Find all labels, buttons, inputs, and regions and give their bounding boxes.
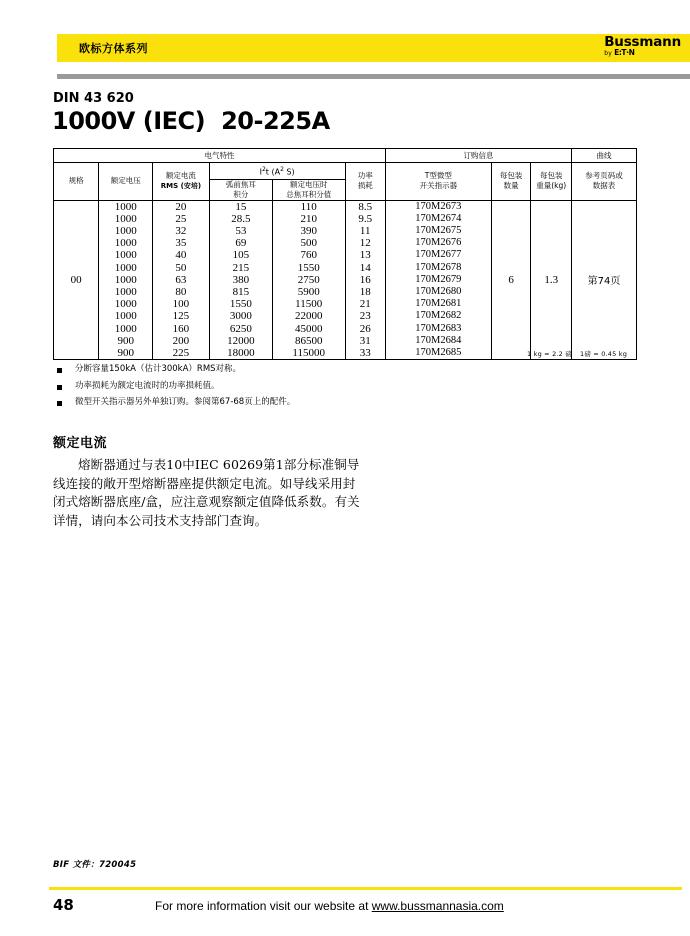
note-text: 微型开关指示器另外单独订购。参阅第67-68页上的配件。 — [75, 397, 296, 407]
table-cell-current: 225 — [172, 347, 190, 360]
col-header-size: 规格 — [54, 163, 99, 201]
note-text: 功率损耗为额定电流时的功率损耗值。 — [75, 380, 220, 391]
table-cell-part: 170M2681 — [415, 298, 462, 310]
table-cell-part: 170M2682 — [415, 310, 462, 322]
table-cell-prearc: 3000 — [229, 310, 252, 323]
table-cell-part: 170M2673 — [415, 200, 462, 212]
table-cell-total: 110 — [300, 200, 317, 213]
list-item — [57, 397, 477, 408]
table-cell-power: 13 — [359, 249, 371, 262]
table-cell-voltage: 1000 — [114, 273, 137, 286]
col-header-power-loss-line2: 损耗 — [357, 181, 373, 191]
cell-reference: 第74页 — [572, 200, 637, 360]
cell-pack-weight: 1.3 — [531, 200, 572, 360]
table-cell-part: 170M2677 — [415, 249, 462, 261]
specification-table — [53, 148, 637, 360]
col-header-pack-qty — [491, 163, 531, 201]
col-header-pack-weight-line2: 重量(kg) — [536, 181, 567, 191]
col-header-rated-current-line1: 额定电流 — [165, 171, 196, 181]
table-cell-prearc: 380 — [232, 273, 250, 286]
table-cell-prearc: 815 — [232, 286, 250, 299]
table-cell-prearc: 28.5 — [231, 212, 251, 225]
group-header-electrical: 电气特性 — [54, 149, 386, 163]
cell-power-column — [345, 200, 385, 360]
page-number: 48 — [53, 896, 74, 914]
col-header-prearc-i2t — [209, 179, 272, 200]
col-header-total-i2t — [272, 179, 345, 200]
cell-pack-qty: 6 — [491, 200, 531, 360]
col-header-prearc-line1: 弧前焦耳 — [225, 179, 256, 189]
table-cell-current: 50 — [175, 261, 187, 274]
table-cell-prearc: 12000 — [227, 334, 255, 347]
table-cell-voltage: 1000 — [114, 261, 137, 274]
table-cell-voltage: 1000 — [114, 212, 137, 225]
table-cell-power: 31 — [359, 334, 371, 347]
table-cell-current: 35 — [175, 237, 187, 250]
list-item — [57, 381, 477, 392]
table-cell-voltage: 1000 — [114, 237, 137, 250]
table-cell-voltage: 1000 — [114, 286, 137, 299]
table-cell-total: 115000 — [292, 347, 325, 360]
table-cell-total: 11500 — [295, 298, 323, 311]
conversion-metric: 1 kg = 2.2 磅 — [527, 350, 572, 358]
table-cell-prearc: 18000 — [227, 347, 255, 360]
table-cell-power: 9.5 — [358, 212, 373, 225]
col-header-total-line2: 总焦耳积分值 — [286, 189, 332, 199]
table-cell-power: 16 — [359, 273, 371, 286]
logo-eaton-text — [604, 49, 681, 58]
col-header-prearc-line2: 积分 — [233, 189, 249, 199]
table-subheader-row — [54, 163, 637, 180]
header-divider-rule — [57, 74, 690, 79]
col-header-indicator-line2: 开关指示器 — [419, 181, 458, 191]
col-header-reference-line1: 参考页码或 — [585, 171, 623, 181]
table-cell-current: 40 — [175, 249, 187, 262]
table-cell-prearc: 105 — [232, 249, 250, 262]
table-cell-prearc: 15 — [235, 200, 247, 213]
bussmann-logo — [604, 36, 681, 58]
table-cell-part: 170M2675 — [415, 225, 462, 237]
table-cell-prearc: 1550 — [229, 298, 252, 311]
table-cell-part: 170M2678 — [415, 261, 462, 273]
footer-divider-rule — [49, 887, 682, 890]
cell-voltage-column — [99, 200, 153, 360]
table-cell-prearc: 215 — [232, 261, 250, 274]
col-header-i2t: $I^2t$ ($A^2$ S) — [209, 163, 345, 180]
bif-document-label: BIF 文件：720045 — [53, 860, 137, 870]
col-header-pack-qty-line1: 每包装 — [499, 171, 523, 181]
table-cell-voltage: 1000 — [114, 200, 137, 213]
weight-conversion-note — [527, 349, 627, 358]
col-header-rated-current — [153, 163, 210, 201]
group-header-curve: 曲线 — [572, 149, 637, 163]
table-cell-total: 86500 — [294, 334, 323, 347]
series-label: 欧标方体系列 — [79, 42, 148, 55]
logo-bussmann-text: Bussmann — [604, 34, 681, 50]
col-header-reference-line2: 数据表 — [592, 181, 616, 191]
page-header-bar — [57, 34, 690, 62]
website-link[interactable]: www.bussmannasia.com — [371, 899, 504, 913]
table-cell-total: 45000 — [294, 322, 323, 335]
table-cell-part: 170M2684 — [415, 334, 462, 346]
cell-total-column — [272, 200, 345, 360]
table-cell-power: 26 — [359, 322, 371, 335]
table-cell-total: 210 — [300, 212, 317, 225]
title-voltage: 1000V (IEC) — [52, 107, 206, 135]
footer-info-prefix: For more information visit our website at — [155, 899, 372, 913]
table-cell-current: 20 — [175, 200, 187, 213]
table-cell-voltage: 1000 — [114, 298, 137, 311]
group-header-ordering: 订购信息 — [385, 149, 571, 163]
table-cell-part: 170M2685 — [415, 347, 462, 359]
notes-list — [57, 364, 477, 414]
table-cell-prearc: 6250 — [229, 322, 252, 335]
col-header-indicator-line1: T型微型 — [424, 171, 452, 181]
note-text: 分断容量150kA（估计300kA）RMS对称。 — [75, 364, 242, 374]
title-current: 20-225A — [221, 107, 330, 135]
table-cell-current: 80 — [175, 286, 187, 299]
table-cell-current: 63 — [175, 273, 187, 286]
table-cell-voltage: 900 — [117, 347, 134, 360]
table-cell-total: 500 — [300, 237, 317, 250]
table-cell-total: 22000 — [294, 310, 323, 323]
footer-info-text — [155, 899, 504, 913]
table-row — [54, 200, 637, 360]
table-cell-prearc: 53 — [235, 225, 247, 238]
table-cell-current: 160 — [172, 322, 190, 335]
page-title — [52, 107, 330, 135]
section-title: 额定电流 — [53, 436, 108, 451]
conversion-imperial: 1磅 = 0.45 kg — [579, 350, 628, 358]
table-cell-voltage: 1000 — [114, 249, 137, 262]
table-cell-voltage: 900 — [117, 334, 134, 347]
table-cell-total: 390 — [300, 225, 317, 238]
table-cell-total: 5900 — [297, 286, 320, 299]
cell-part-column — [385, 200, 491, 360]
table-cell-part: 170M2680 — [415, 286, 462, 298]
table-cell-current: 25 — [175, 212, 187, 225]
col-header-pack-weight — [531, 163, 572, 201]
table-cell-power: 18 — [359, 286, 371, 299]
table-cell-power: 33 — [359, 347, 371, 360]
table-cell-power: 11 — [359, 225, 371, 238]
square-bullet-icon — [57, 401, 62, 406]
cell-current-column — [153, 200, 210, 360]
table-cell-part: 170M2674 — [415, 212, 462, 224]
col-header-pack-qty-line2: 数量 — [503, 181, 519, 191]
table-cell-voltage: 1000 — [114, 225, 137, 238]
logo-by-text: by — [604, 50, 612, 57]
col-header-rated-voltage: 额定电压 — [99, 163, 153, 201]
table-cell-voltage: 1000 — [114, 310, 137, 323]
table-cell-part: 170M2683 — [415, 322, 462, 334]
table-cell-current: 32 — [175, 225, 187, 238]
table-cell-power: 12 — [359, 237, 371, 250]
table-cell-power: 14 — [359, 261, 371, 274]
cell-prearc-column — [209, 200, 272, 360]
square-bullet-icon — [57, 385, 62, 390]
col-header-rated-current-line2: RMS (安培) — [160, 182, 202, 191]
section-paragraph: 熔断器通过与表10中IEC 60269第1部分标准铜导线连接的敞开型熔断器座提供额定电流。如导线采用封闭式熔断器底座/盒，应注意观察额定值降低系数。有关详情，请向本公司技术支持部门查询。 — [53, 457, 360, 528]
col-header-pack-weight-line1: 每包装 — [539, 171, 563, 181]
col-header-power-loss-line1: 功率 — [357, 171, 373, 181]
table-group-header-row — [54, 149, 637, 163]
table-cell-current: 100 — [172, 298, 190, 311]
table-cell-current: 125 — [172, 310, 190, 323]
logo-brand-text: E:T·N — [614, 48, 635, 57]
table-cell-current: 200 — [172, 334, 190, 347]
table-cell-total: 1550 — [297, 261, 320, 274]
table-cell-prearc: 69 — [235, 237, 247, 250]
table-cell-voltage: 1000 — [114, 322, 137, 335]
cell-size: 00 — [54, 200, 99, 360]
standard-title: DIN 43 620 — [53, 91, 134, 106]
table-cell-total: 2750 — [297, 273, 320, 286]
col-header-power-loss — [345, 163, 385, 201]
table-cell-power: 21 — [359, 298, 371, 311]
col-header-reference — [572, 163, 637, 201]
table-cell-part: 170M2679 — [415, 273, 462, 285]
table-cell-total: 760 — [300, 249, 317, 262]
table-cell-power: 8.5 — [358, 200, 373, 213]
table-cell-part: 170M2676 — [415, 237, 462, 249]
col-header-indicator — [385, 163, 491, 201]
list-item — [57, 364, 477, 375]
table-cell-power: 23 — [359, 310, 371, 323]
square-bullet-icon — [57, 368, 62, 373]
col-header-total-line1: 额定电压时 — [289, 179, 328, 189]
